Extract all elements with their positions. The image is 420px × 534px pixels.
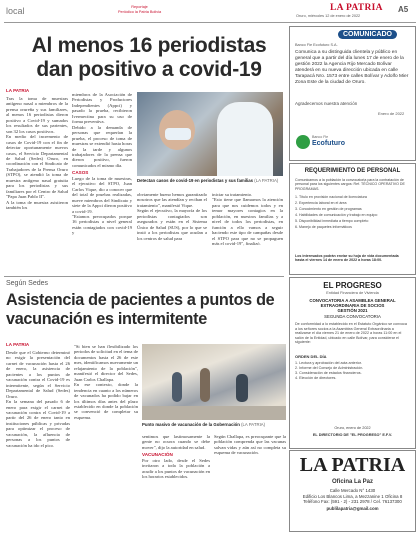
ad-comunicado-banner: COMUNICADO — [338, 30, 397, 39]
ad-progreso-body: De conformidad a lo establecido en el Estatuto Orgánico se convoca a los señores socios a la Asamblea General Extraordinaria a realizarse el día viernes 21 de enero de 2022 a horas 11:00 en el salón de la Entidad, ubicado en calle Bolívar, para considerar el siguiente: — [295, 322, 407, 345]
article1-col1: Tras la toma de muestras antígeno nasal a miembros de la prensa orureña y sus familiares, al menos 16 periodistas dieron positivo a Covid-19 y sumados los resultados de sus parientes, son 32 los casos positivos. En medio del incremento de casos de Covid-19 con el fin de detectar oportunamente nuevos casos, el Servicio Departamental de Salud (Sedes) Oruro, en coordinación con el Sindicato de Trabajadores de la Prensa Oruro (STPO), se atendió la toma de muestra antígeno nasal gratuita para los periodistas y sus familiares por el Centro de Salud "Papa Juan Pablo II". A la toma de muestra asistieron también los — [6, 96, 68, 211]
article1-caption-credit: (LA PATRIA) — [254, 178, 279, 183]
ad-progreso-item: 1. Lectura y aprobación del acta anterior. — [295, 361, 362, 365]
section-label: local — [6, 6, 25, 16]
ad-comunicado-logo-sub: Banco Fie — [312, 135, 329, 139]
ad-personal-item: 6. Manejo de paquetes informáticos — [295, 225, 352, 229]
photo-mask-shape — [165, 128, 191, 140]
header-subline-1: Reportaje — [131, 5, 148, 9]
header-date: Oruro, miércoles 12 de enero de 2022 — [296, 14, 361, 18]
ad-lapatria-address2: Edificio Los Blancos Lima, a Mezzanine 1 Oficina 8 — [302, 493, 403, 499]
ad-lapatria-email: publilapatria@gmail.com — [326, 505, 379, 511]
header-subline — [118, 5, 161, 14]
ad-comunicado-thanks: Agradecemos nuestra atención — [295, 101, 358, 106]
article1-photo — [137, 92, 283, 176]
ad-personal-items — [295, 194, 409, 230]
article1-col2-text: miembros de la Asociación de Periodistas y Productores Independientes (Appci) y pasado la prueba, recibieron Ivermectina para su uso de forma preventiva. Debido a la demanda de personas que requerían la prueba, el proceso de toma de muestras se extendió hasta horas de la tarde y algunos trabajadores de la prensa que dieron positivo, fueron comunicados el mismo día. — [72, 92, 132, 168]
photo-floor-shape — [142, 406, 286, 420]
ad-comunicado-logo-name: Ecofuturo — [312, 140, 346, 147]
ad-lapatria-phone: Teléfono Fax: (591 - 2) - 231 2978 / Cel. 76137300 — [303, 499, 402, 505]
ad-lapatria — [289, 450, 416, 532]
article1-headline: Al menos 16 periodistas dan positivo a covid-19 — [31, 34, 267, 81]
ad-comunicado-company: Banco Fie Ecofuturo S.A. — [295, 43, 338, 47]
ad-lapatria-address — [290, 488, 415, 511]
photo-gown-shape — [217, 102, 273, 176]
ad-personal-item: 4. Habilidades de comunicación y trabajo en equipo — [295, 213, 378, 217]
brand-name: LA PATRIA — [330, 3, 383, 13]
ad-progreso-headings — [290, 298, 415, 319]
article1-byline: LA PATRIA — [6, 88, 30, 93]
article2-headline: Asistencia de pacientes a puntos de vacunación es intermitente — [6, 291, 275, 328]
ad-personal-body: Comunicamos a la población la convocatoria para la contratación de personal para los siguientes cargos: Ref. TÉCNICO OPERATIVO DE PROGRAMAS. — [295, 178, 405, 191]
ad-progreso-heading4: SEGUNDA CONVOCATORIA — [324, 313, 381, 319]
article1-col3: obviamente bueno hemos garantizado nosotros que las atendían y reciban el tratamiento", manifestó Vique. Según el ejecutivo, la mayoría de los periodistas contagiados son asegurados y están en el Sistema Único de Salud (SUS), por lo que se instó a los periodistas que acudan a los centros de salud para — [137, 192, 207, 241]
ad-comunicado-date: Enero de 2022 — [378, 111, 405, 116]
ad-personal-item: 3. Conocimiento en gestión de programas — [295, 207, 362, 211]
article2-caption — [142, 422, 286, 427]
article1-caption-text: Detectan casos de covid-19 en periodistas y sus familias — [137, 178, 254, 183]
ad-progreso-item: 4. Elección de directores. — [295, 376, 337, 380]
ad-progreso-date: Oruro, enero de 2022 — [334, 426, 371, 430]
article2-byline: LA PATRIA — [6, 342, 30, 347]
article1-col4: iniciar su tratamiento. "Esto tiene que llamarnos la atención para que nos cuidemos todos y en temor mayores contagios en la población, en nuestros familias y a nivel de todos los periodistas, en función a ello vamos a seguir haciendo este tipo de campañas desde el STPO para que no se propaguen más el covid-19", finalizó. — [212, 192, 283, 247]
ad-comunicado-text: Comunica a su distinguida clientela y público en general que a partir del día lunes 17 de enero de la gestión 2022 la Agencia Rijo Mercado Bolívar atenderá en su nueva dirección ubicada en calle Tarapacá Nro. 1573 entre calles Bolívar y Adolfo Mier Zona Este de la ciudad de Oruro. — [295, 50, 409, 85]
article2-col4: Según Challapa, es preocupante que la población comprenda que las vacunas salvan vidas y aún así no completa su esquema de vacunación. — [214, 434, 286, 456]
ad-personal-item: 5. Disponibilidad inmediata a tiempo completo — [295, 219, 369, 223]
ad-progreso-items — [295, 361, 409, 381]
header-subline-2: Periódico la Patria Bolivia — [118, 9, 162, 14]
ad-lapatria-brand: LA PATRIA — [299, 454, 406, 476]
ad-progreso — [289, 277, 416, 449]
photo-person-shape — [236, 374, 248, 402]
ad-personal-item: 2. Experiencia laboral en el área — [295, 201, 347, 205]
section-divider — [4, 276, 284, 277]
ad-lapatria-office: Oficina La Paz — [331, 479, 373, 485]
ad-progreso-order-title: ORDEN DEL DÍA — [295, 354, 327, 359]
ad-personal — [289, 163, 416, 275]
article2-col3 — [142, 434, 210, 532]
header-rule — [4, 22, 416, 23]
ad-progreso-heading3: GESTIÓN 2021 — [337, 308, 368, 314]
ad-personal-footer: Los interesados podrán enviar su hoja de vida documentada hasta el viernes 14 de enero de 2022 a horas 18:00. — [295, 254, 399, 263]
page-number: A5 — [398, 5, 409, 14]
ad-progreso-signed: EL DIRECTORIO DE "EL PROGRESO" E.F.V. — [312, 433, 393, 437]
ad-progreso-title: EL PROGRESO — [323, 281, 382, 290]
ecofuturo-logo-icon — [296, 135, 310, 149]
article1-col2b-text: Luego de la toma de muestras, el ejecutivo del STPO, Juan Carlos Vique, dio a conocer que del total de pruebas realizadas, nueve miembros del Sindicato y siete de la Appci dieron positivo a covid-19. "Estamos preocupados porque 16 periodistas a nivel general están contagiados con covid-19 y — [72, 175, 132, 236]
ad-progreso-heading2: EXTRAORDINARIA DE SOCIOS — [320, 303, 385, 309]
ad-progreso-item: 3. Consideración de estados financieros. — [295, 371, 362, 375]
article2-vac-heading: VACUNACIÓN — [142, 452, 173, 458]
ad-personal-item: 1. Título en provisión nacional de licenciatura — [295, 195, 367, 199]
ad-progreso-item: 2. Informe del Consejo de Administración. — [295, 366, 364, 370]
ad-progreso-subtitle: Entidad Financiera de Vivienda — [326, 291, 379, 295]
photo-person-shape — [200, 368, 210, 402]
article1-caption — [137, 178, 283, 183]
ad-personal-title: REQUERIMIENTO DE PERSONAL — [304, 168, 401, 174]
ad-lapatria-address1: Calle Mercado N° 1430 — [329, 488, 376, 493]
article2-col2: "Si bien se han flexibilizado los periodos de solicitud en el tema de documentos hasta el 26 de este mes, identificamos nuevamente un relajamiento de la población", manifestó el director del Sedes, Juan Carlos Challapa. En ese contexto, donde la tendencia en cuanto a los números de vacunados ha podido bajar en los últimos días antes del plazo establecido en donde la población se convenció de completar su esquema. — [74, 344, 138, 420]
article1-casos-heading: CASOS — [72, 170, 89, 176]
article2-col1: Desde que el Gobierno determinó no exigir la presentación del carnet de vacunación hasta el 26 de enero, la asistencia de pacientes a los puntos de vacunación contra el Covid-19 es intermitente, según el Servicio Departamental de Salud (Sedes) Oruro. En la semana del pasado 6 de enero para exigir el carnet de vacunación contra el Covid-19 a partir del 26 de enero tanto en instituciones públicas y privadas para optimizar el proceso de vacunación, la afluencia de personas a los puntos de vacunación ha ido el pico. — [6, 350, 70, 448]
article2-col3b-text: Por otro lado, desde el Sedes invitaron a toda la población a acudir a los puntos de vacunación en los horarios establecidos. — [142, 457, 210, 480]
article2-caption-text: Punto masivo de vacunación de la Gobernación — [142, 422, 240, 427]
ad-progreso-heading1: CONVOCATORIA A ASAMBLEA GENERAL — [309, 298, 396, 303]
article2-kicker: Según Sedes — [6, 280, 49, 287]
photo-person-shape — [172, 372, 182, 402]
article2-photo — [142, 344, 286, 420]
article2-col3-text: sentimos que lastimosamente la gente no ocurra cuando se debe mover", dijo la autoridad en salud. — [142, 434, 210, 450]
ad-comunicado — [289, 26, 416, 161]
article2-caption-credit: (LA PATRIA) — [241, 422, 266, 427]
